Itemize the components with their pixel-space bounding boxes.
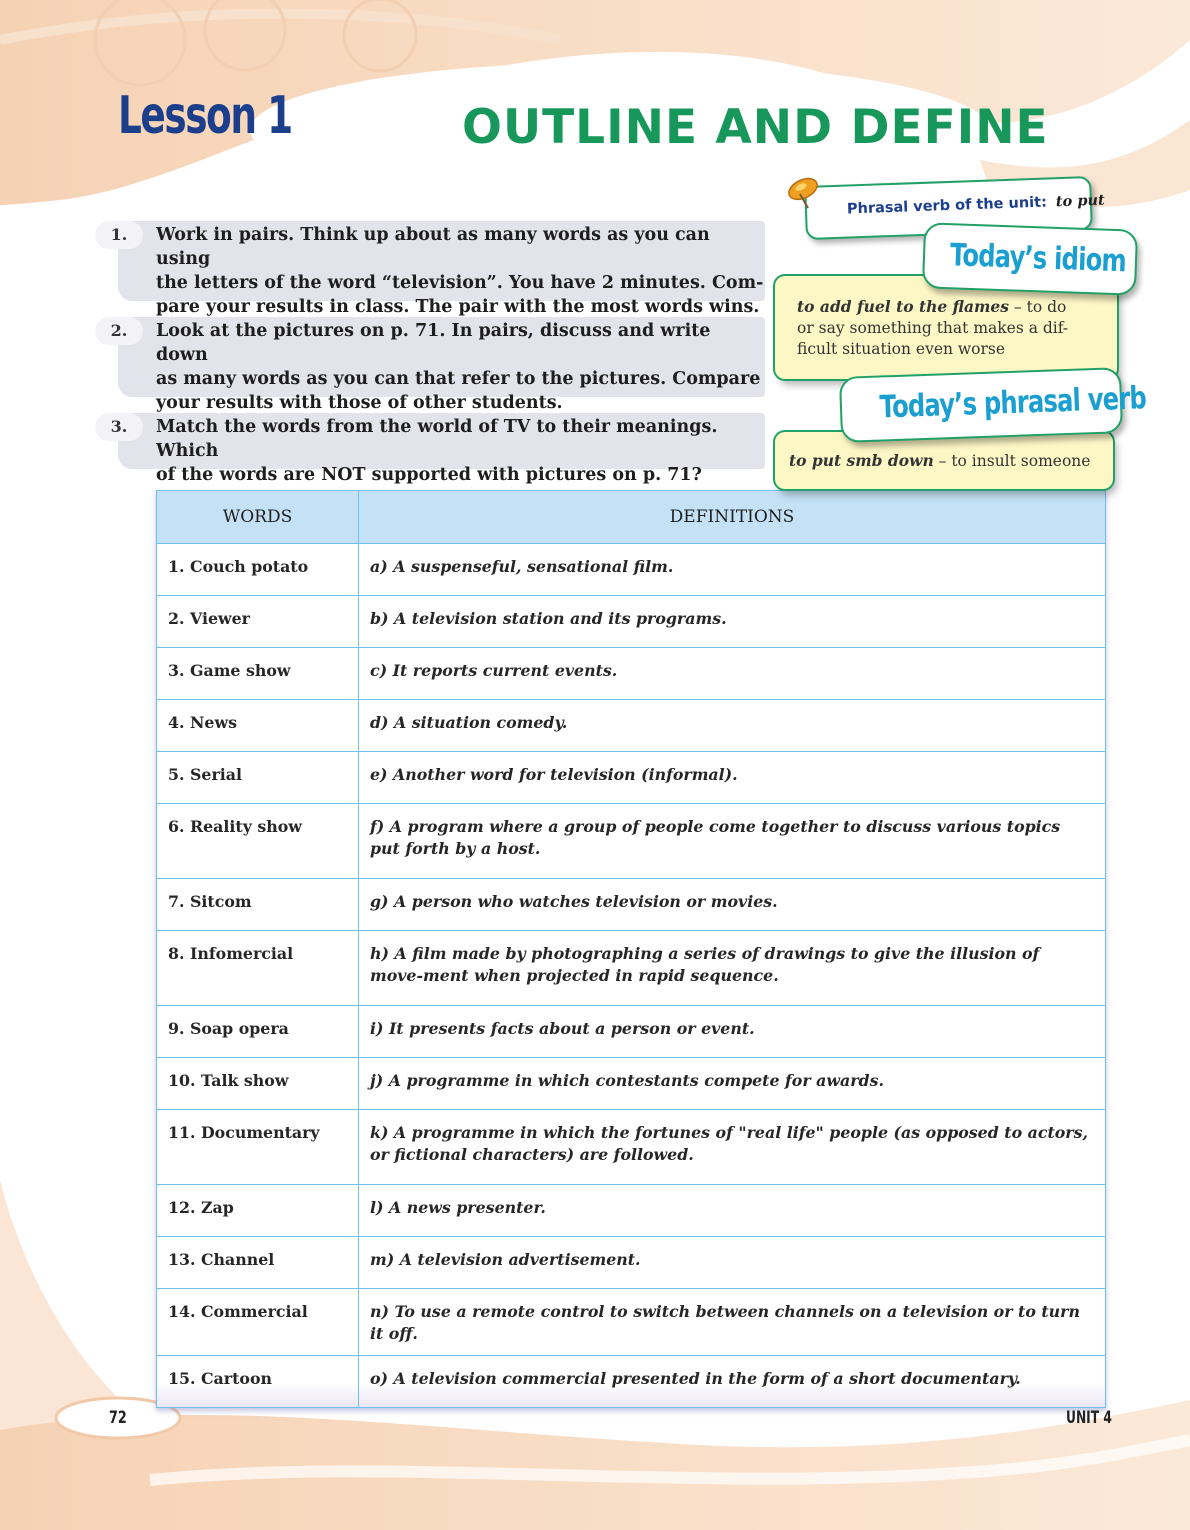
phrasal-verb-box [775,432,1113,489]
phrasal-verb-text [847,192,1105,218]
task-line: Match the words from the world of TV to their meanings. Which [156,417,718,461]
word-cell: 14. Commercial [157,1289,359,1356]
word-cell: 11. Documentary [157,1110,359,1185]
idiom-title: Today’s idiom [949,237,1127,280]
table-row [157,1006,1106,1058]
word-cell: 5. Serial [157,752,359,804]
table-row [157,1110,1106,1185]
table-header-row [157,491,1106,544]
definition-cell: c) It reports current events. [359,648,1106,700]
phrasal-verb-label: Phrasal verb of the unit: [846,194,1048,218]
word-cell: 2. Viewer [157,596,359,648]
table-row [157,596,1106,648]
table-row [157,648,1106,700]
definition-cell: k) A programme in which the fortunes of "real life" people (as opposed to actors, or fictional characters) are followed. [359,1110,1106,1185]
vocabulary-table [156,490,1106,1408]
task-line: of the words are NOT supported with pictures on p. 71? [156,465,702,485]
phrasal-verb-definition [789,450,1090,472]
word-cell: 12. Zap [157,1185,359,1237]
idiom-phrase: to add fuel to the flames [797,297,1009,316]
table-row [157,1058,1106,1110]
task-line: the letters of the word “television”. You have 2 minutes. Com- [156,273,764,293]
word-cell: 9. Soap opera [157,1006,359,1058]
definition-cell: i) It presents facts about a person or event. [359,1006,1106,1058]
table-row [157,544,1106,596]
table-row [157,931,1106,1006]
definition-cell: j) A programme in which contestants compete for awards. [359,1058,1106,1110]
task-3 [95,413,765,485]
idiom-text [797,296,1068,360]
column-header-words: WORDS [157,491,359,544]
word-cell: 4. News [157,700,359,752]
lesson-label: Lesson 1 [118,86,292,146]
word-cell: 3. Game show [157,648,359,700]
idiom-meaning-line: or say something that makes a dif- [797,319,1069,337]
phrasal-verb-title: Today’s phrasal verb [878,380,1147,426]
task-line: pare your results in class. The pair with the most words wins. [156,297,760,317]
word-cell: 6. Reality show [157,804,359,879]
table-row [157,804,1106,879]
idiom-meaning-line: ficult situation even worse [797,340,1006,358]
unit-label: UNIT 4 [1066,1408,1112,1428]
task-text [156,223,765,319]
definition-cell: n) To use a remote control to switch between channels on a television or to turn it off. [359,1289,1106,1356]
word-cell: 8. Infomercial [157,931,359,1006]
task-line: your results with those of other students. [156,393,563,413]
definition-cell: a) A suspenseful, sensational film. [359,544,1106,596]
definition-cell: g) A person who watches television or movies. [359,879,1106,931]
page-number: 72 [109,1408,127,1428]
task-2 [95,317,765,413]
table-row [157,1356,1106,1408]
word-cell: 15. Cartoon [157,1356,359,1408]
table-row [157,752,1106,804]
task-number: 2. [95,317,143,345]
word-cell: 7. Sitcom [157,879,359,931]
table-row [157,879,1106,931]
phrasal-verb-phrase: to put smb down [789,451,934,470]
idiom-meaning-start: – to do [1008,298,1067,316]
definition-cell: l) A news presenter. [359,1185,1106,1237]
pushpin-icon [786,176,820,210]
task-line: as many words as you can that refer to the pictures. Compare [156,369,761,389]
definition-cell: h) A film made by photographing a series of drawings to give the illusion of move-ment when projected in rapid sequence. [359,931,1106,1006]
phrasal-verb-title-bubble [839,367,1147,443]
task-line: Work in pairs. Think up about as many words as you can using [156,225,710,269]
column-header-definitions: DEFINITIONS [359,491,1106,544]
table-row [157,1237,1106,1289]
table-row [157,1185,1106,1237]
task-number: 1. [95,221,143,249]
word-cell: 13. Channel [157,1237,359,1289]
table-row [157,1289,1106,1356]
definition-cell: b) A television station and its programs. [359,596,1106,648]
phrasal-verb-meaning: – to insult someone [933,452,1091,470]
word-cell: 1. Couch potato [157,544,359,596]
task-1 [95,221,765,317]
idiom-title-bubble [922,222,1138,295]
task-text [156,319,765,415]
table-row [157,700,1106,752]
word-cell: 10. Talk show [157,1058,359,1110]
definition-cell: d) A situation comedy. [359,700,1106,752]
definition-cell: o) A television commercial presented in the form of a short documentary. [359,1356,1106,1408]
task-number: 3. [95,413,143,441]
task-text [156,415,765,487]
definition-cell: m) A television advertisement. [359,1237,1106,1289]
definition-cell: f) A program where a group of people come together to discuss various topics put forth by a host. [359,804,1106,879]
definition-cell: e) Another word for television (informal). [359,752,1106,804]
page-title: OUTLINE AND DEFINE [462,100,1049,155]
phrasal-verb-value: to put [1055,191,1105,211]
task-line: Look at the pictures on p. 71. In pairs, discuss and write down [156,321,711,365]
